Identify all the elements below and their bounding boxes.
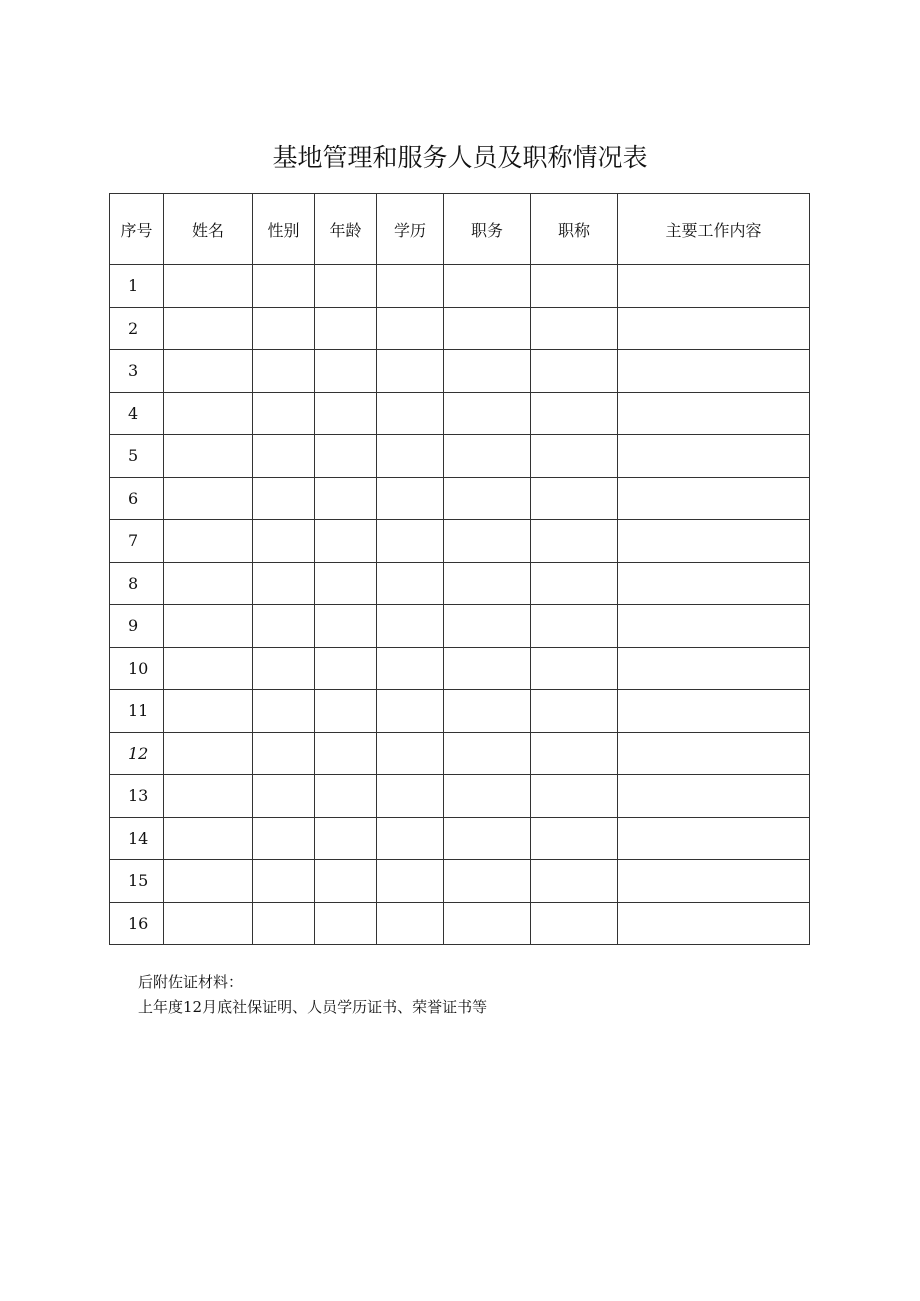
supporting-materials-note <box>138 970 487 1020</box>
column-header: 主要工作内容 <box>618 194 810 265</box>
table-cell[interactable] <box>444 307 531 350</box>
table-cell[interactable] <box>444 562 531 605</box>
table-cell[interactable] <box>444 350 531 393</box>
table-row <box>110 562 810 605</box>
table-cell[interactable] <box>253 477 315 520</box>
table-cell[interactable] <box>377 477 444 520</box>
row-number-cell: 6 <box>110 477 164 520</box>
table-cell[interactable] <box>164 307 253 350</box>
column-header: 姓名 <box>164 194 253 265</box>
row-number-cell: 12 <box>110 732 164 775</box>
table-row <box>110 817 810 860</box>
table-cell[interactable] <box>444 392 531 435</box>
table-cell[interactable] <box>377 350 444 393</box>
table-cell[interactable] <box>377 775 444 818</box>
notes-body: 上年度12月底社保证明、人员学历证书、荣誉证书等 <box>138 998 488 1016</box>
table-cell[interactable] <box>315 690 377 733</box>
table-cell[interactable] <box>164 562 253 605</box>
table-cell[interactable] <box>164 817 253 860</box>
table-cell[interactable] <box>253 732 315 775</box>
table-cell[interactable] <box>618 350 810 393</box>
table-cell[interactable] <box>164 477 253 520</box>
table-cell[interactable] <box>377 605 444 648</box>
row-number-cell: 16 <box>110 902 164 945</box>
table-cell[interactable] <box>618 860 810 903</box>
table-cell[interactable] <box>618 732 810 775</box>
row-number-cell: 10 <box>110 647 164 690</box>
table-cell[interactable] <box>164 860 253 903</box>
table-cell[interactable] <box>164 520 253 563</box>
table-cell[interactable] <box>618 775 810 818</box>
page-title: 基地管理和服务人员及职称情况表 <box>272 143 648 172</box>
table-cell[interactable] <box>315 775 377 818</box>
table-cell[interactable] <box>315 307 377 350</box>
table-cell[interactable] <box>618 902 810 945</box>
table-cell[interactable] <box>444 775 531 818</box>
table-cell[interactable] <box>444 435 531 478</box>
table-cell[interactable] <box>315 605 377 648</box>
table-cell[interactable] <box>315 392 377 435</box>
table-cell[interactable] <box>253 690 315 733</box>
table-cell[interactable] <box>315 817 377 860</box>
row-number-cell: 4 <box>110 392 164 435</box>
table-cell[interactable] <box>618 605 810 648</box>
table-row <box>110 477 810 520</box>
table-cell[interactable] <box>531 902 618 945</box>
table-cell[interactable] <box>444 860 531 903</box>
table-cell[interactable] <box>164 902 253 945</box>
table-row <box>110 350 810 393</box>
table-row <box>110 690 810 733</box>
table-cell[interactable] <box>315 902 377 945</box>
table-cell[interactable] <box>618 520 810 563</box>
column-header: 职称 <box>531 194 618 265</box>
row-number-cell: 1 <box>110 265 164 308</box>
table-cell[interactable] <box>444 520 531 563</box>
table-cell[interactable] <box>164 435 253 478</box>
table-cell[interactable] <box>531 435 618 478</box>
row-number-cell: 11 <box>110 690 164 733</box>
table-cell[interactable] <box>444 690 531 733</box>
table-cell[interactable] <box>164 392 253 435</box>
table-cell[interactable] <box>253 307 315 350</box>
table-cell[interactable] <box>377 435 444 478</box>
table-cell[interactable] <box>253 647 315 690</box>
table-cell[interactable] <box>531 647 618 690</box>
table-cell[interactable] <box>315 562 377 605</box>
table-cell[interactable] <box>618 647 810 690</box>
table-row <box>110 775 810 818</box>
table-cell[interactable] <box>164 647 253 690</box>
table-cell[interactable] <box>164 265 253 308</box>
table-cell[interactable] <box>377 562 444 605</box>
table-cell[interactable] <box>253 350 315 393</box>
table-cell[interactable] <box>253 817 315 860</box>
table-cell[interactable] <box>531 860 618 903</box>
table-cell[interactable] <box>618 477 810 520</box>
table-cell[interactable] <box>531 817 618 860</box>
table-cell[interactable] <box>444 902 531 945</box>
row-number-cell: 9 <box>110 605 164 648</box>
table-row <box>110 307 810 350</box>
column-header: 职务 <box>444 194 531 265</box>
table-cell[interactable] <box>444 817 531 860</box>
table-row <box>110 647 810 690</box>
table-cell[interactable] <box>377 520 444 563</box>
table-cell[interactable] <box>618 265 810 308</box>
table-cell[interactable] <box>444 605 531 648</box>
table-cell[interactable] <box>618 392 810 435</box>
table-cell[interactable] <box>377 860 444 903</box>
table-cell[interactable] <box>618 307 810 350</box>
row-number-cell: 2 <box>110 307 164 350</box>
table-cell[interactable] <box>253 775 315 818</box>
table-cell[interactable] <box>377 817 444 860</box>
table-cell[interactable] <box>531 562 618 605</box>
row-number-cell: 5 <box>110 435 164 478</box>
row-number-cell: 3 <box>110 350 164 393</box>
table-cell[interactable] <box>531 775 618 818</box>
table-cell[interactable] <box>377 265 444 308</box>
table-cell[interactable] <box>531 307 618 350</box>
table-cell[interactable] <box>444 732 531 775</box>
column-header: 学历 <box>377 194 444 265</box>
table-cell[interactable] <box>315 732 377 775</box>
row-number-cell: 15 <box>110 860 164 903</box>
table-cell[interactable] <box>164 732 253 775</box>
table-cell[interactable] <box>164 690 253 733</box>
table-row <box>110 435 810 478</box>
table-header-row <box>110 194 810 265</box>
table-cell[interactable] <box>315 350 377 393</box>
table-cell[interactable] <box>531 690 618 733</box>
table-cell[interactable] <box>444 477 531 520</box>
table-row <box>110 265 810 308</box>
table-cell[interactable] <box>618 435 810 478</box>
table-cell[interactable] <box>531 605 618 648</box>
table-cell[interactable] <box>444 265 531 308</box>
row-number-cell: 14 <box>110 817 164 860</box>
table-cell[interactable] <box>315 860 377 903</box>
table-row <box>110 520 810 563</box>
column-header: 性别 <box>253 194 315 265</box>
table-cell[interactable] <box>164 775 253 818</box>
table-cell[interactable] <box>315 477 377 520</box>
table-cell[interactable] <box>618 562 810 605</box>
table-cell[interactable] <box>253 435 315 478</box>
staff-table <box>109 193 810 945</box>
table-cell[interactable] <box>377 902 444 945</box>
table-cell[interactable] <box>253 902 315 945</box>
table-cell[interactable] <box>315 435 377 478</box>
table-cell[interactable] <box>315 647 377 690</box>
table-cell[interactable] <box>253 392 315 435</box>
table-row <box>110 860 810 903</box>
table-cell[interactable] <box>531 520 618 563</box>
table-cell[interactable] <box>377 307 444 350</box>
table-cell[interactable] <box>377 732 444 775</box>
table-row <box>110 605 810 648</box>
table-cell[interactable] <box>164 605 253 648</box>
table-cell[interactable] <box>253 860 315 903</box>
table-cell[interactable] <box>377 647 444 690</box>
table-row <box>110 392 810 435</box>
table-cell[interactable] <box>315 520 377 563</box>
table-row <box>110 732 810 775</box>
table-cell[interactable] <box>377 690 444 733</box>
table-cell[interactable] <box>531 477 618 520</box>
column-header: 序号 <box>110 194 164 265</box>
table-cell[interactable] <box>531 732 618 775</box>
notes-heading: 后附佐证材料： <box>138 973 244 991</box>
table-cell[interactable] <box>618 690 810 733</box>
table-row <box>110 902 810 945</box>
table-cell[interactable] <box>253 562 315 605</box>
table-cell[interactable] <box>531 265 618 308</box>
row-number-cell: 13 <box>110 775 164 818</box>
row-number-cell: 7 <box>110 520 164 563</box>
table-cell[interactable] <box>444 647 531 690</box>
row-number-cell: 8 <box>110 562 164 605</box>
table-cell[interactable] <box>253 265 315 308</box>
table-cell[interactable] <box>377 392 444 435</box>
table-cell[interactable] <box>253 520 315 563</box>
table-cell[interactable] <box>531 350 618 393</box>
table-cell[interactable] <box>164 350 253 393</box>
column-header: 年龄 <box>315 194 377 265</box>
table-cell[interactable] <box>315 265 377 308</box>
table-cell[interactable] <box>531 392 618 435</box>
table-cell[interactable] <box>253 605 315 648</box>
table-cell[interactable] <box>618 817 810 860</box>
